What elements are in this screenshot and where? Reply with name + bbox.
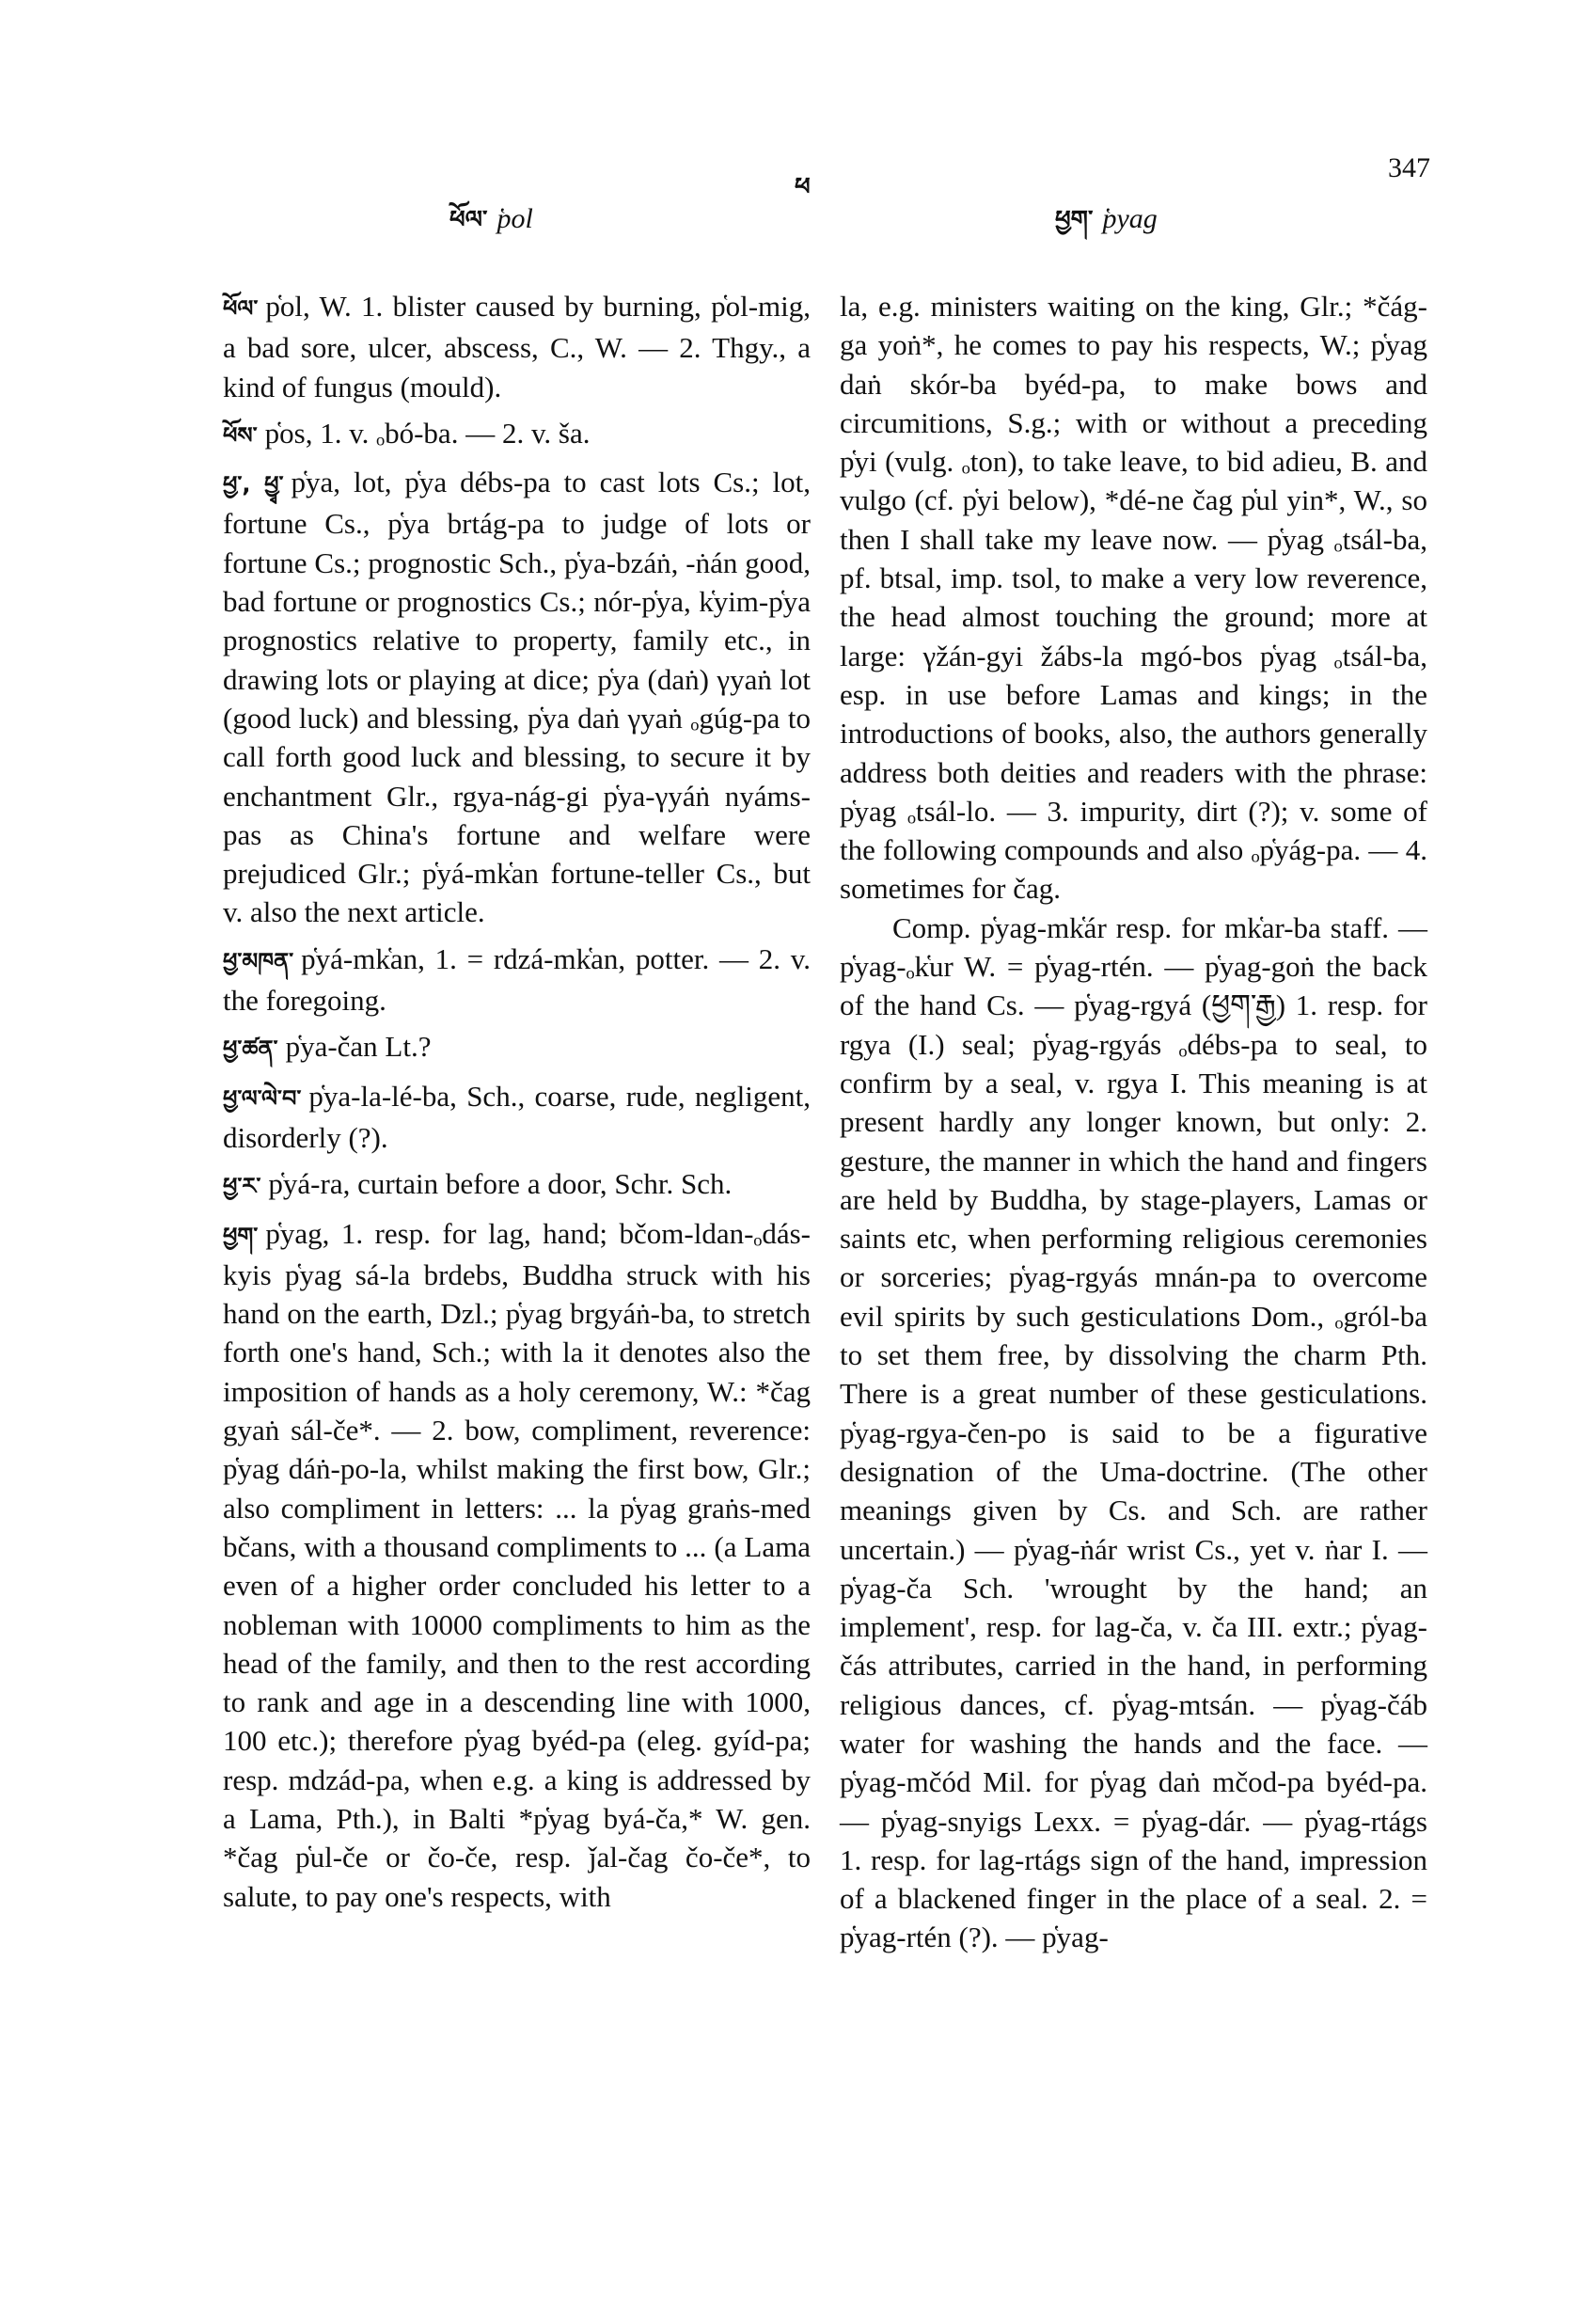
header-right-word: p̔yag	[1102, 203, 1158, 234]
entry-text: p̔os, 1. v. ₒbó-ba. — 2. v. ša.	[264, 416, 591, 450]
headword-tibetan: ཕོས་	[223, 421, 258, 449]
entry-text: p̔yá-ra, curtain before a door, Schr. Sch.	[268, 1167, 733, 1201]
headword-tibetan: ཕྱ་, ཕྱྭ་	[223, 471, 284, 498]
header-left	[449, 193, 533, 261]
right-column	[840, 287, 1427, 1957]
headword-tibetan: ཕྱག་	[223, 1222, 259, 1249]
header-right	[1055, 193, 1158, 261]
header-right-tibetan: ཕྱག་	[1055, 206, 1094, 234]
headword-tibetan: ཕྱ་ལ་ལེ་བ་	[223, 1084, 302, 1112]
entry-text: p̔ya, lot, p̔ya débs-pa to cast lots Cs.; lot, fortune Cs., p̔ya brtág-pa to judge of lots or fortune Cs.; prognostic Sch., p̔ya-bzáṅ, -ṅán good, bad fortune or prognostics Cs.; nór-p̔ya, k̔yim-p̔ya prognostics relative to property, family etc., in drawing lots or playing at dice; p̔ya (daṅ) γyaṅ lot (good luck) and blessing, p̔ya daṅ γyaṅ ₒgúg-pa to call forth good luck and blessing, to secure it by enchantment Glr., rgya-nág-gi p̔ya-γyáṅ nyáms-pas as China's fortune and welfare were prejudiced Glr.; p̔yá-mk̔an fortune-teller Cs., but v. also the next article.	[223, 466, 811, 929]
dictionary-entry	[223, 287, 811, 406]
compounds-paragraph: Comp. p̔yag-mk̔ár resp. for mk̔ar-ba staff. — p̔yag-ₒk̔ur W. = p̔yag-rtén. — p̔yag-goṅ the back of the hand Cs. — p̔yag-rgyá (ཕྱག་རྒྱ) 1. resp. for rgya (I.) seal; p̔yag-rgyás ₒdébs-pa to seal, to confirm by a seal, v. rgya I. This meaning is at present hardly any longer known, but only: 2. gesture, the manner in which the hand and fingers are held by Buddha, by stage-players, Lamas or saints etc, when performing religious ceremonies or sorceries; p̔yag-rgyás mnán-pa to overcome evil spirits by such gesticulations Dom., ₒgról-ba to set them free, by dissolving the charm Pth. There is a great number of these gesticulations. p̔yag-rgya-čen-po is said to be a figurative designation of the Uma-doctrine. (The other meanings given by Cs. and Sch. are rather uncertain.) — p̔yag-ṅár wrist Cs., yet v. ṅar I. — p̔yag-ča Sch. 'wrought by the hand; an implement', resp. for lag-ča, v. ča III. extr.; p̔yag-čás attributes, carried in the hand, in performing religious dances, cf. p̔yag-mtsán. — p̔yag-čáb water for washing the hands and the face. — p̔yag-mčód Mil. for p̔yag daṅ mčod-pa byéd-pa. — p̔yag-snyigs Lexx. = p̔yag-dár. — p̔yag-rtágs 1. resp. for lag-rtágs sign of the hand, impression of a blackened finger in the place of a seal. 2. = p̔yag-rtén (?). — p̔yag-	[840, 910, 1427, 1954]
entry-text: p̔yag, 1. resp. for lag, hand; bčom-ldan-ₒdás-kyis p̔yag sá-la brdebs, Buddha struck with his hand on the earth, Dzl.; p̔yag brgyáṅ-ba, to stretch forth one's hand, Sch.; with la it denotes also the imposition of hands as a holy ceremony, W.: *čag gyaṅ sál-če*. — 2. bow, compliment, reverence: p̔yag dáṅ-po-la, whilst making the first bow, Glr.; also compliment in letters: ... la p̔yag graṅs-med bčans, with a thousand compliments to ... (a Lama even of a higher order concluded his letter to a nobleman with 10000 compliments to him as the head of the family, and then to the rest according to rank and age in a descending line with 1000, 100 etc.); therefore p̔yag byéd-pa (eleg. gyíd-pa; resp. mdzád-pa, when e.g. a king is addressed by a Lama, Pth.), in Balti *p̔yag byá-ča,* W. gen. *čag p̔ul-če or čo-če, resp. ǰal-čag čo-če*, to salute, to pay one's respects, with	[223, 1216, 811, 1913]
entry-text: p̔ya-la-lé-ba, Sch., coarse, rude, negligent, disorderly (?).	[223, 1079, 811, 1154]
headword-tibetan: ཕོལ་	[223, 295, 259, 322]
left-column	[223, 287, 811, 1923]
dictionary-entry	[223, 940, 811, 1020]
headword-tibetan: ཕྱ་ཚན་	[223, 1036, 278, 1063]
entry-continuation: la, e.g. ministers waiting on the king, Glr.; *čág-ga yoṅ*, he comes to pay his respects, W.; p̔yag daṅ skór-ba byéd-pa, to make bows and circumitions, S.g.; with or without a preceding p̔yi (vulg. ₒton), to take leave, to bid adieu, B. and vulgo (cf. p̔yi below), *dé-ne čag p̔ul yin*, W., so then I shall take my leave now. — p̔yag ₒtsál-ba, pf. btsal, imp. tsol, to make a very low reverence, the head almost touching the ground; more at large: γžán-gyi žábs-la mgó-bos p̔yag ₒtsál-ba, esp. in use before Lamas and kings; in the introductions of books, also, the authors generally address both deities and readers with the phrase: p̔yag ₒtsál-lo. — 3. impurity, dirt (?); v. some of the following compounds and also ₒp̔yág-pa. — 4. sometimes for čag.	[840, 290, 1427, 906]
headword-tibetan: ཕྱ་ར་	[223, 1173, 261, 1200]
dictionary-entry	[223, 1164, 811, 1206]
dictionary-entry	[223, 463, 811, 932]
entry-text: p̔ol, W. 1. blister caused by burning, p̔ol-mig, a bad sore, ulcer, abscess, C., W. — 2. Thgy., a kind of fungus (mould).	[223, 290, 811, 403]
dictionary-entry	[223, 1027, 811, 1068]
header-left-word: p̔ol	[496, 203, 533, 234]
header-center-letter: ཕ	[795, 173, 811, 201]
dictionary-entry	[223, 1214, 811, 1916]
dictionary-entry	[223, 414, 811, 455]
page-number: 347	[1388, 152, 1430, 183]
entry-text: p̔yá-mk̔an, 1. = rdzá-mk̔an, potter. — 2. v. the foregoing.	[223, 941, 811, 1018]
dictionary-entry	[223, 1077, 811, 1158]
headword-tibetan: ཕྱ་མཁན་	[223, 947, 294, 974]
entry-text: p̔ya-čan Lt.?	[285, 1030, 432, 1064]
header-left-tibetan: ཕོལ་	[449, 206, 488, 234]
